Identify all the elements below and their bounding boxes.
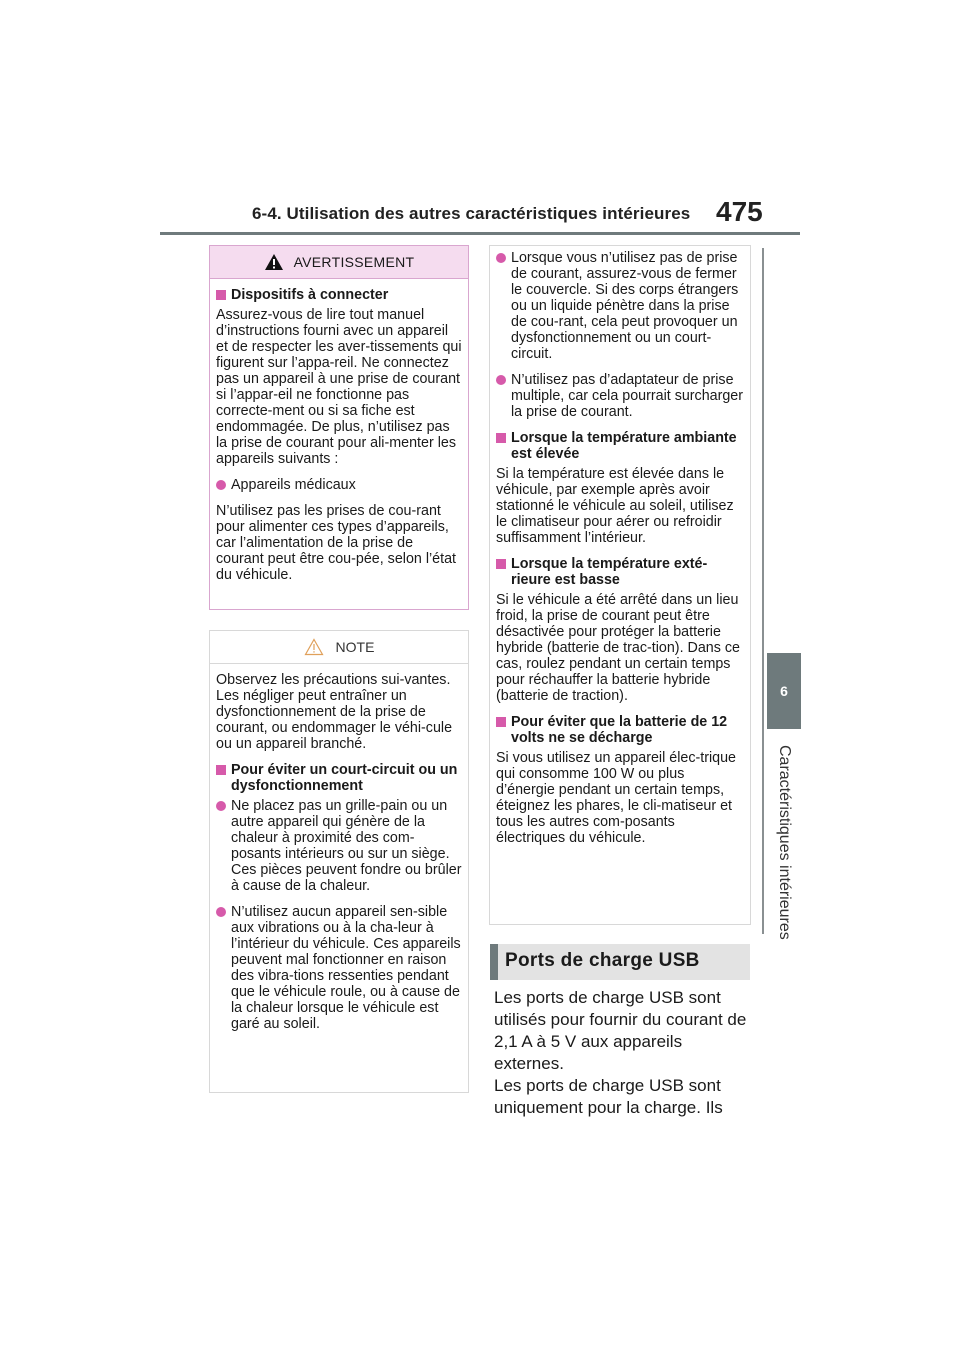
note-heading-4: Pour éviter que la batterie de 12 volts ne se décharge [496,714,744,746]
note-paragraph-4: Si le véhicule a été arrêté dans un lieu froid, la prise de courant peut être désactivée pour protéger la batterie hybride (batterie de trac-tion). Dans ce cas, roulez pendant un certain temps pour réchauffer la batterie hybride (batterie de traction). [496,592,740,704]
warning-box [209,245,469,610]
usb-section-header [490,944,750,980]
page-number: 475 [716,196,763,227]
caution-icon [304,638,324,656]
note-paragraph-2: Les négliger peut entraîner un dysfonctionnement de la prise de courant, ou endommager le véhi-cule ou un appareil branché. [216,688,453,752]
round-bullet-icon [216,801,226,811]
square-bullet-icon [496,717,506,727]
note-heading-3: Lorsque la température exté-rieure est basse [496,556,744,588]
round-bullet-icon [496,253,506,263]
square-bullet-icon [496,559,506,569]
warning-paragraph-2: N’utilisez pas les prises de cou-rant pour alimenter ces types d’appareils, car l’alimentation de la prise de courant peut être cou-pée, selon l’état du véhicule. [216,503,457,583]
round-bullet-icon [216,480,226,490]
note-bullet-2: N’utilisez aucun appareil sen-sible aux vibrations ou à la cha-leur à l’intérieur du véhicule. Ces appareils peuvent mal fonctionner en raison des vibra-tions ressenties pendant que le véhicule roule, ou à cause de la chaleur lorsque le véhicule est garé au soleil. [216,904,462,1032]
warning-paragraph: Assurez-vous de lire tout manuel d’instructions fourni avec un appareil et de respecter les aver-tissements qui figurent sur l’appa-reil. Ne connectez pas un appareil à une prise de courant si l’appar-eil ne fonctionne pas correcte-ment ou si sa fiche est endommagée. De plus, n’utilisez pas la prise de courant pour ali-menter les appareils suivants : [216,307,462,467]
chapter-tab [767,653,801,729]
warning-icon [264,253,284,271]
section-bar [490,944,498,980]
side-tab-rule [762,248,764,934]
chapter-label-container [768,745,800,955]
note-paragraph-3: Si la température est élevée dans le véhicule, par exemple après avoir stationné le véhicule au soleil, utilisez le climatiseur pour aérer ou refroidir suffisamment l’intérieur. [496,466,734,546]
warning-header [210,246,468,279]
usb-section-title: Ports de charge USB [505,950,700,971]
chapter-label: Caractéristiques intérieures [776,745,793,940]
note-continuation-box [489,245,751,925]
note-heading: Pour éviter un court-circuit ou un dysfonctionnement [216,762,462,794]
square-bullet-icon [216,290,226,300]
square-bullet-icon [496,433,506,443]
round-bullet-icon [216,907,226,917]
usb-paragraph: Les ports de charge USB sont utilisés pour fournir du courant de 2,1 A à 5 V aux appareils externes. [494,988,747,1073]
round-bullet-icon [496,375,506,385]
note-paragraph: Observez les précautions sui-vantes. [216,672,451,688]
warning-bullet: Appareils médicaux [216,477,462,493]
chapter-number: 6 [780,683,788,699]
note-header [210,631,468,664]
warning-heading: Dispositifs à connecter [216,287,462,303]
note-bullet: Ne placez pas un grille-pain ou un autre appareil qui génère de la chaleur à proximité des com-posants intérieurs ou sur un siège. Ces pièces peuvent fondre ou brûler à cause de la chaleur. [216,798,462,894]
warning-title: AVERTISSEMENT [293,254,415,270]
note-paragraph-5: Si vous utilisez un appareil élec-trique qui consomme 100 W ou plus d’énergie pendant un certain temps, éteignez les phares, le cli-matiseur et tous les autres com-posants électriques du véhicule. [496,750,736,846]
note-heading-2: Lorsque la température ambiante est élevée [496,430,744,462]
header-divider [160,232,800,235]
usb-body [494,987,756,1119]
note-box [209,630,469,1093]
note-bullet-4: N’utilisez pas d’adaptateur de prise multiple, car cela pourrait surcharger la prise de courant. [496,372,744,420]
square-bullet-icon [216,765,226,775]
note-title: NOTE [335,639,375,655]
note-bullet-3: Lorsque vous n’utilisez pas de prise de courant, assurez-vous de fermer le couvercle. Si des corps étrangers ou un liquide pénètre dans la prise de cou-rant, cela peut provoquer un dysfonctionnement ou un court-circuit. [496,250,744,362]
usb-paragraph-2: Les ports de charge USB sont uniquement pour la charge. Ils [494,1076,723,1117]
section-title: 6-4. Utilisation des autres caractéristiques intérieures [252,204,691,223]
